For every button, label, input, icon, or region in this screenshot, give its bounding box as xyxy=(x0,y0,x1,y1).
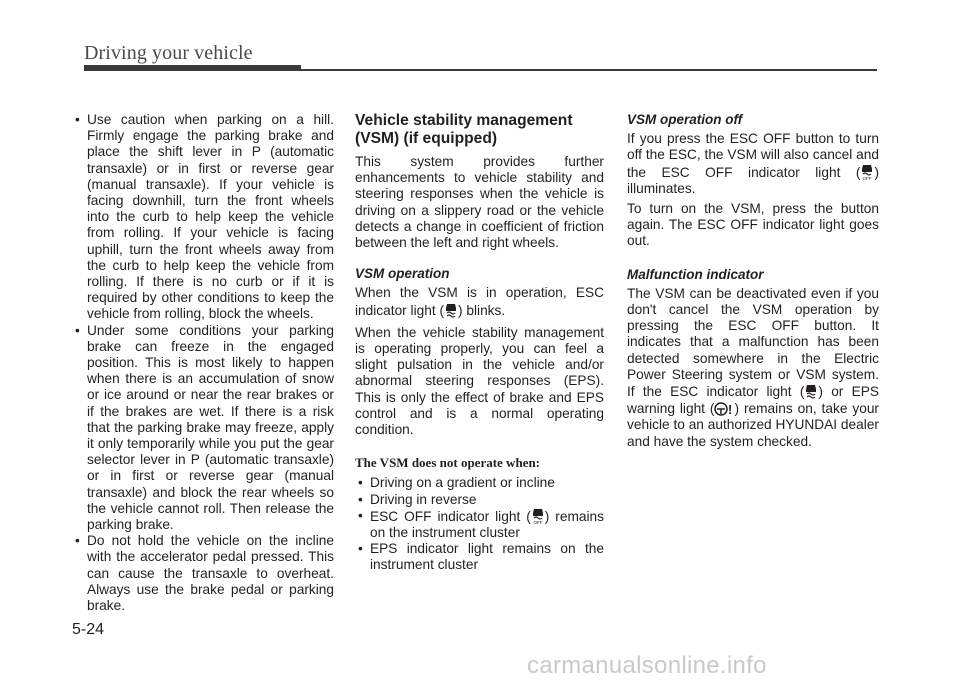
esc-off-indicator-icon xyxy=(531,508,545,525)
list-item: • Driving on a gradient or incline xyxy=(358,475,555,491)
header-rule-thin xyxy=(301,69,877,71)
malfunction-heading: Malfunction indicator xyxy=(627,266,764,282)
vsm-operation-text-2: When the vehicle stability management is operating properly, you can feel a slight pulsation in the vehicle and/or abnormal steering responses (EPS). This is only the effect of brake and EPS control and is a normal operating condition. xyxy=(355,324,604,438)
esc-indicator-icon xyxy=(444,302,458,319)
page-number: 5-24 xyxy=(72,621,105,638)
watermark: carmanualsonline.info xyxy=(527,652,767,679)
list-item: • Use caution when parking on a hill. Firmly engage the parking brake and place the shift lever in P (automatic transaxle) or in first or reverse gear (manual transaxle). If your vehicle is facing downhill, turn the front wheels into the curb to help keep the vehicle from rolling. If your vehicle is facing uphill, turn the front wheels away from the curb to help keep the vehicle from rolling. If there is no curb or if it is required by other conditions to keep the vehicle from rolling, block the wheels. xyxy=(75,112,334,322)
list-item: • Do not hold the vehicle on the incline with the accelerator pedal pressed. This can cause the transaxle to overheat. Always use the brake pedal or parking brake. xyxy=(75,533,334,614)
vsm-heading: Vehicle stability management (VSM) (if equipped) xyxy=(355,112,573,147)
esc-off-indicator-icon xyxy=(860,164,874,181)
eps-warning-icon xyxy=(714,400,734,417)
vsm-operation-heading: VSM operation xyxy=(355,266,450,282)
svg-text:OFF: OFF xyxy=(533,519,543,525)
malfunction-text: The VSM can be deactivated even if you don't cancel the VSM operation by pressing the ESC OFF button. It indicates that a malfunction has been detected somewhere in the Electric Power Steering system or VSM system. If the ESC indicator light ( ) or EPS warning light ( ! ) remains on, take your vehicle to an authorized HYUNDAI dealer and have the system checked. xyxy=(627,285,879,449)
esc-indicator-icon xyxy=(804,383,818,400)
list-item: • ESC OFF indicator light ( OFF ) remains on the instrument cluster xyxy=(358,507,604,541)
vsm-on-text: To turn on the VSM, press the button again. The ESC OFF indicator light goes out. xyxy=(627,201,879,249)
column-2 xyxy=(355,112,604,574)
vsm-intro: This system provides further enhancements to vehicle stability and steering responses when the vehicle is driving on a slippery road or the vehicle detects a change in coefficient of friction between the left and right wheels. xyxy=(355,154,604,251)
list-item: • Driving in reverse xyxy=(358,491,477,507)
vsm-off-heading: VSM operation off xyxy=(627,112,743,127)
list-item: • Under some conditions your parking brake can freeze in the engaged position. This is most likely to happen when there is an accumulation of snow or ice around or near the rear brakes or if the brakes are wet. If there is a risk that the parking brake may freeze, apply it only temporarily while you put the gear selector lever in P (automatic transaxle) or in first or reverse gear (manual transaxle) and block the rear wheels so the vehicle cannot roll. Then release the parking brake. xyxy=(75,322,334,533)
column-3 xyxy=(627,112,879,450)
list-item: • EPS indicator light remains on the instrument cluster xyxy=(358,541,604,573)
vsm-not-operate-heading: The VSM does not operate when: xyxy=(355,455,541,471)
svg-text:OFF: OFF xyxy=(862,175,872,181)
column-1 xyxy=(72,112,334,614)
svg-text:!: ! xyxy=(728,402,733,418)
vsm-operation-text: When the VSM is in operation, ESC indicator light ( ) blinks. xyxy=(355,285,604,318)
section-title: Driving your vehicle xyxy=(84,42,253,64)
vsm-off-text: If you press the ESC OFF button to turn off the ESC, the VSM will also cancel and the ESC OFF indicator light ( OFF ) illuminates. xyxy=(627,131,879,196)
header-rule-thick xyxy=(84,65,301,71)
